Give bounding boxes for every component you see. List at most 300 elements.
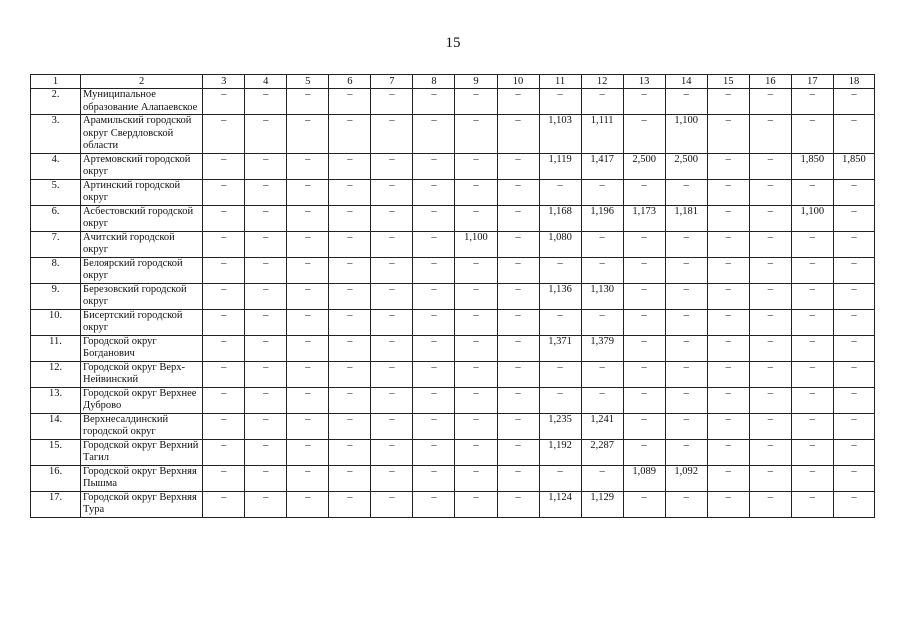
municipality-name: Городской округ Верхний Тагил <box>81 439 203 465</box>
column-header: 11 <box>539 75 581 89</box>
table-row <box>31 153 875 179</box>
table-row <box>31 491 875 517</box>
table-row <box>31 89 875 115</box>
table-row <box>31 439 875 465</box>
value-cell: – <box>497 439 539 465</box>
value-cell: – <box>749 413 791 439</box>
value-cell: – <box>749 439 791 465</box>
value-cell: – <box>707 465 749 491</box>
row-number: 6. <box>31 205 81 231</box>
value-cell: – <box>665 179 707 205</box>
value-cell: – <box>623 335 665 361</box>
municipality-name: Муниципальное образование Алапаевское <box>81 89 203 115</box>
value-cell: – <box>833 335 874 361</box>
value-cell: – <box>413 439 455 465</box>
value-cell: – <box>287 413 329 439</box>
value-cell: – <box>791 387 833 413</box>
value-cell: – <box>833 179 874 205</box>
column-header: 8 <box>413 75 455 89</box>
value-cell: – <box>413 115 455 154</box>
value-cell: – <box>287 309 329 335</box>
value-cell: – <box>707 491 749 517</box>
value-cell: – <box>539 361 581 387</box>
value-cell: – <box>287 205 329 231</box>
value-cell: 1,119 <box>539 153 581 179</box>
value-cell: – <box>791 309 833 335</box>
value-cell: – <box>833 465 874 491</box>
value-cell: – <box>833 257 874 283</box>
value-cell: – <box>455 413 497 439</box>
value-cell: – <box>455 387 497 413</box>
value-cell: – <box>413 283 455 309</box>
table-row <box>31 115 875 154</box>
column-header: 5 <box>287 75 329 89</box>
value-cell: – <box>539 387 581 413</box>
value-cell: – <box>581 361 623 387</box>
value-cell: – <box>455 89 497 115</box>
value-cell: – <box>245 465 287 491</box>
row-number: 17. <box>31 491 81 517</box>
value-cell: – <box>749 115 791 154</box>
value-cell: – <box>665 309 707 335</box>
value-cell: – <box>791 231 833 257</box>
row-number: 15. <box>31 439 81 465</box>
value-cell: – <box>287 439 329 465</box>
value-cell: 1,241 <box>581 413 623 439</box>
municipality-name: Бисертский городской округ <box>81 309 203 335</box>
value-cell: 1,103 <box>539 115 581 154</box>
value-cell: – <box>329 335 371 361</box>
row-number: 14. <box>31 413 81 439</box>
value-cell: 1,100 <box>791 205 833 231</box>
column-header: 9 <box>455 75 497 89</box>
row-number: 9. <box>31 283 81 309</box>
value-cell: – <box>623 89 665 115</box>
column-header: 10 <box>497 75 539 89</box>
value-cell: – <box>665 387 707 413</box>
value-cell: – <box>707 115 749 154</box>
value-cell: – <box>287 387 329 413</box>
value-cell: – <box>413 231 455 257</box>
value-cell: – <box>329 465 371 491</box>
value-cell: 1,168 <box>539 205 581 231</box>
value-cell: – <box>413 387 455 413</box>
value-cell: – <box>665 491 707 517</box>
value-cell: – <box>329 283 371 309</box>
value-cell: – <box>245 283 287 309</box>
value-cell: – <box>287 231 329 257</box>
value-cell: – <box>371 309 413 335</box>
value-cell: – <box>245 179 287 205</box>
value-cell: – <box>287 465 329 491</box>
column-header: 18 <box>833 75 874 89</box>
value-cell: – <box>791 179 833 205</box>
column-header: 1 <box>31 75 81 89</box>
column-header: 17 <box>791 75 833 89</box>
municipality-name: Городской округ Верхняя Тура <box>81 491 203 517</box>
value-cell: – <box>833 205 874 231</box>
value-cell: – <box>455 491 497 517</box>
value-cell: – <box>791 491 833 517</box>
column-header: 16 <box>749 75 791 89</box>
value-cell: – <box>623 387 665 413</box>
table-row <box>31 179 875 205</box>
value-cell: – <box>749 465 791 491</box>
value-cell: – <box>623 179 665 205</box>
value-cell: – <box>371 115 413 154</box>
value-cell: – <box>287 153 329 179</box>
value-cell: – <box>455 465 497 491</box>
value-cell: – <box>707 335 749 361</box>
value-cell: – <box>203 309 245 335</box>
value-cell: – <box>371 491 413 517</box>
value-cell: – <box>833 89 874 115</box>
header-row <box>31 75 875 89</box>
value-cell: – <box>371 153 413 179</box>
value-cell: – <box>749 283 791 309</box>
value-cell: – <box>497 205 539 231</box>
value-cell: 1,111 <box>581 115 623 154</box>
value-cell: – <box>203 257 245 283</box>
row-number: 11. <box>31 335 81 361</box>
value-cell: – <box>623 309 665 335</box>
municipality-name: Артинский городской округ <box>81 179 203 205</box>
column-header: 12 <box>581 75 623 89</box>
value-cell: – <box>707 205 749 231</box>
value-cell: 2,500 <box>665 153 707 179</box>
value-cell: – <box>455 115 497 154</box>
value-cell: – <box>623 413 665 439</box>
value-cell: – <box>497 283 539 309</box>
value-cell: – <box>749 335 791 361</box>
value-cell: – <box>623 283 665 309</box>
value-cell: – <box>833 115 874 154</box>
column-header: 6 <box>329 75 371 89</box>
value-cell: – <box>371 465 413 491</box>
value-cell: – <box>497 465 539 491</box>
value-cell: – <box>245 413 287 439</box>
value-cell: 1,100 <box>455 231 497 257</box>
value-cell: – <box>413 491 455 517</box>
value-cell: – <box>497 387 539 413</box>
value-cell: – <box>707 283 749 309</box>
value-cell: – <box>497 335 539 361</box>
column-header: 13 <box>623 75 665 89</box>
value-cell: – <box>287 115 329 154</box>
value-cell: – <box>749 387 791 413</box>
value-cell: 1,092 <box>665 465 707 491</box>
table-row <box>31 361 875 387</box>
value-cell: – <box>371 205 413 231</box>
value-cell: 1,173 <box>623 205 665 231</box>
value-cell: – <box>581 89 623 115</box>
value-cell: – <box>623 257 665 283</box>
municipality-name: Ачитский городской округ <box>81 231 203 257</box>
value-cell: – <box>791 115 833 154</box>
coefficients-table <box>30 74 875 518</box>
table-row <box>31 205 875 231</box>
value-cell: 1,181 <box>665 205 707 231</box>
value-cell: – <box>749 361 791 387</box>
value-cell: – <box>413 413 455 439</box>
value-cell: – <box>329 179 371 205</box>
value-cell: – <box>833 231 874 257</box>
value-cell: – <box>581 387 623 413</box>
value-cell: – <box>203 413 245 439</box>
value-cell: – <box>707 413 749 439</box>
value-cell: – <box>833 491 874 517</box>
page-number: 15 <box>445 35 461 51</box>
municipality-name: Городской округ Верхняя Пышма <box>81 465 203 491</box>
value-cell: – <box>539 465 581 491</box>
value-cell: – <box>665 89 707 115</box>
value-cell: – <box>581 231 623 257</box>
value-cell: – <box>329 309 371 335</box>
value-cell: – <box>413 153 455 179</box>
value-cell: – <box>539 179 581 205</box>
row-number: 10. <box>31 309 81 335</box>
value-cell: – <box>791 413 833 439</box>
value-cell: – <box>791 257 833 283</box>
value-cell: 1,235 <box>539 413 581 439</box>
value-cell: – <box>497 361 539 387</box>
value-cell: – <box>497 153 539 179</box>
value-cell: – <box>371 283 413 309</box>
value-cell: – <box>497 491 539 517</box>
value-cell: – <box>329 491 371 517</box>
value-cell: – <box>203 387 245 413</box>
value-cell: – <box>329 153 371 179</box>
value-cell: – <box>455 335 497 361</box>
value-cell: – <box>413 361 455 387</box>
value-cell: – <box>665 283 707 309</box>
value-cell: – <box>245 361 287 387</box>
value-cell: – <box>749 179 791 205</box>
value-cell: – <box>203 439 245 465</box>
value-cell: – <box>707 439 749 465</box>
column-header: 3 <box>203 75 245 89</box>
table-row <box>31 283 875 309</box>
value-cell: – <box>371 257 413 283</box>
value-cell: – <box>203 361 245 387</box>
value-cell: – <box>203 179 245 205</box>
value-cell: – <box>665 335 707 361</box>
value-cell: – <box>203 283 245 309</box>
value-cell: – <box>749 153 791 179</box>
value-cell: 1,850 <box>791 153 833 179</box>
value-cell: – <box>665 413 707 439</box>
value-cell: – <box>203 89 245 115</box>
row-number: 2. <box>31 89 81 115</box>
value-cell: – <box>245 309 287 335</box>
row-number: 7. <box>31 231 81 257</box>
value-cell: – <box>791 361 833 387</box>
table-row <box>31 231 875 257</box>
value-cell: – <box>287 89 329 115</box>
value-cell: 1,124 <box>539 491 581 517</box>
value-cell: – <box>749 491 791 517</box>
value-cell: – <box>245 231 287 257</box>
column-header: 7 <box>371 75 413 89</box>
value-cell: – <box>791 439 833 465</box>
value-cell: – <box>329 115 371 154</box>
value-cell: – <box>497 309 539 335</box>
value-cell: – <box>497 115 539 154</box>
value-cell: – <box>413 89 455 115</box>
value-cell: 1,196 <box>581 205 623 231</box>
value-cell: – <box>245 115 287 154</box>
value-cell: – <box>539 257 581 283</box>
municipality-name: Артемовский городской округ <box>81 153 203 179</box>
value-cell: – <box>371 89 413 115</box>
value-cell: – <box>707 231 749 257</box>
value-cell: – <box>287 335 329 361</box>
value-cell: – <box>707 309 749 335</box>
value-cell: – <box>371 413 413 439</box>
value-cell: – <box>413 465 455 491</box>
table-row <box>31 309 875 335</box>
value-cell: – <box>833 439 874 465</box>
value-cell: – <box>749 89 791 115</box>
value-cell: – <box>581 257 623 283</box>
value-cell: – <box>623 361 665 387</box>
value-cell: – <box>371 179 413 205</box>
value-cell: – <box>455 153 497 179</box>
value-cell: – <box>455 205 497 231</box>
value-cell: – <box>497 179 539 205</box>
value-cell: – <box>539 89 581 115</box>
value-cell: – <box>707 361 749 387</box>
value-cell: – <box>245 257 287 283</box>
value-cell: – <box>245 153 287 179</box>
value-cell: – <box>749 309 791 335</box>
value-cell: – <box>665 361 707 387</box>
value-cell: – <box>329 413 371 439</box>
value-cell: – <box>287 491 329 517</box>
value-cell: – <box>581 179 623 205</box>
value-cell: – <box>287 257 329 283</box>
value-cell: – <box>623 231 665 257</box>
value-cell: – <box>245 439 287 465</box>
value-cell: – <box>665 439 707 465</box>
value-cell: – <box>203 491 245 517</box>
value-cell: – <box>287 361 329 387</box>
table-row <box>31 257 875 283</box>
value-cell: – <box>329 439 371 465</box>
value-cell: – <box>455 361 497 387</box>
value-cell: – <box>707 153 749 179</box>
value-cell: – <box>203 465 245 491</box>
municipality-name: Городской округ Богданович <box>81 335 203 361</box>
value-cell: – <box>203 153 245 179</box>
municipality-name: Березовский городской округ <box>81 283 203 309</box>
municipality-name: Арамильский городской округ Свердловской области <box>81 115 203 154</box>
value-cell: – <box>413 179 455 205</box>
table-row <box>31 335 875 361</box>
municipality-name: Верхнесалдинский городской округ <box>81 413 203 439</box>
value-cell: – <box>329 205 371 231</box>
municipality-name: Городской округ Верх-Нейвинский <box>81 361 203 387</box>
municipality-name: Асбестовский городской округ <box>81 205 203 231</box>
row-number: 8. <box>31 257 81 283</box>
value-cell: – <box>707 89 749 115</box>
value-cell: 1,136 <box>539 283 581 309</box>
value-cell: – <box>245 387 287 413</box>
row-number: 16. <box>31 465 81 491</box>
value-cell: – <box>623 439 665 465</box>
value-cell: – <box>203 335 245 361</box>
value-cell: – <box>371 361 413 387</box>
column-header: 4 <box>245 75 287 89</box>
value-cell: – <box>791 465 833 491</box>
value-cell: 1,417 <box>581 153 623 179</box>
value-cell: – <box>203 231 245 257</box>
value-cell: – <box>329 257 371 283</box>
row-number: 5. <box>31 179 81 205</box>
value-cell: – <box>455 283 497 309</box>
value-cell: – <box>623 115 665 154</box>
value-cell: – <box>791 283 833 309</box>
value-cell: – <box>329 361 371 387</box>
value-cell: – <box>245 335 287 361</box>
value-cell: – <box>791 335 833 361</box>
value-cell: – <box>413 309 455 335</box>
value-cell: – <box>245 491 287 517</box>
value-cell: – <box>497 231 539 257</box>
value-cell: – <box>833 309 874 335</box>
value-cell: 1,080 <box>539 231 581 257</box>
value-cell: – <box>707 179 749 205</box>
column-header: 2 <box>81 75 203 89</box>
municipality-name: Городской округ Верхнее Дуброво <box>81 387 203 413</box>
value-cell: – <box>329 231 371 257</box>
value-cell: – <box>833 283 874 309</box>
row-number: 13. <box>31 387 81 413</box>
value-cell: – <box>287 283 329 309</box>
value-cell: – <box>245 89 287 115</box>
value-cell: – <box>371 335 413 361</box>
value-cell: – <box>203 115 245 154</box>
value-cell: – <box>413 205 455 231</box>
value-cell: – <box>497 257 539 283</box>
value-cell: – <box>749 205 791 231</box>
row-number: 3. <box>31 115 81 154</box>
value-cell: – <box>455 439 497 465</box>
value-cell: – <box>371 439 413 465</box>
value-cell: 1,129 <box>581 491 623 517</box>
table-row <box>31 465 875 491</box>
value-cell: 1,379 <box>581 335 623 361</box>
value-cell: – <box>539 309 581 335</box>
table-row <box>31 387 875 413</box>
value-cell: 1,371 <box>539 335 581 361</box>
value-cell: 1,100 <box>665 115 707 154</box>
value-cell: – <box>749 257 791 283</box>
value-cell: 1,192 <box>539 439 581 465</box>
value-cell: – <box>833 413 874 439</box>
value-cell: – <box>833 387 874 413</box>
value-cell: – <box>497 413 539 439</box>
value-cell: – <box>371 387 413 413</box>
value-cell: – <box>455 257 497 283</box>
value-cell: – <box>203 205 245 231</box>
value-cell: – <box>455 179 497 205</box>
value-cell: – <box>623 491 665 517</box>
value-cell: – <box>371 231 413 257</box>
table-row <box>31 413 875 439</box>
value-cell: 1,850 <box>833 153 874 179</box>
value-cell: – <box>665 257 707 283</box>
